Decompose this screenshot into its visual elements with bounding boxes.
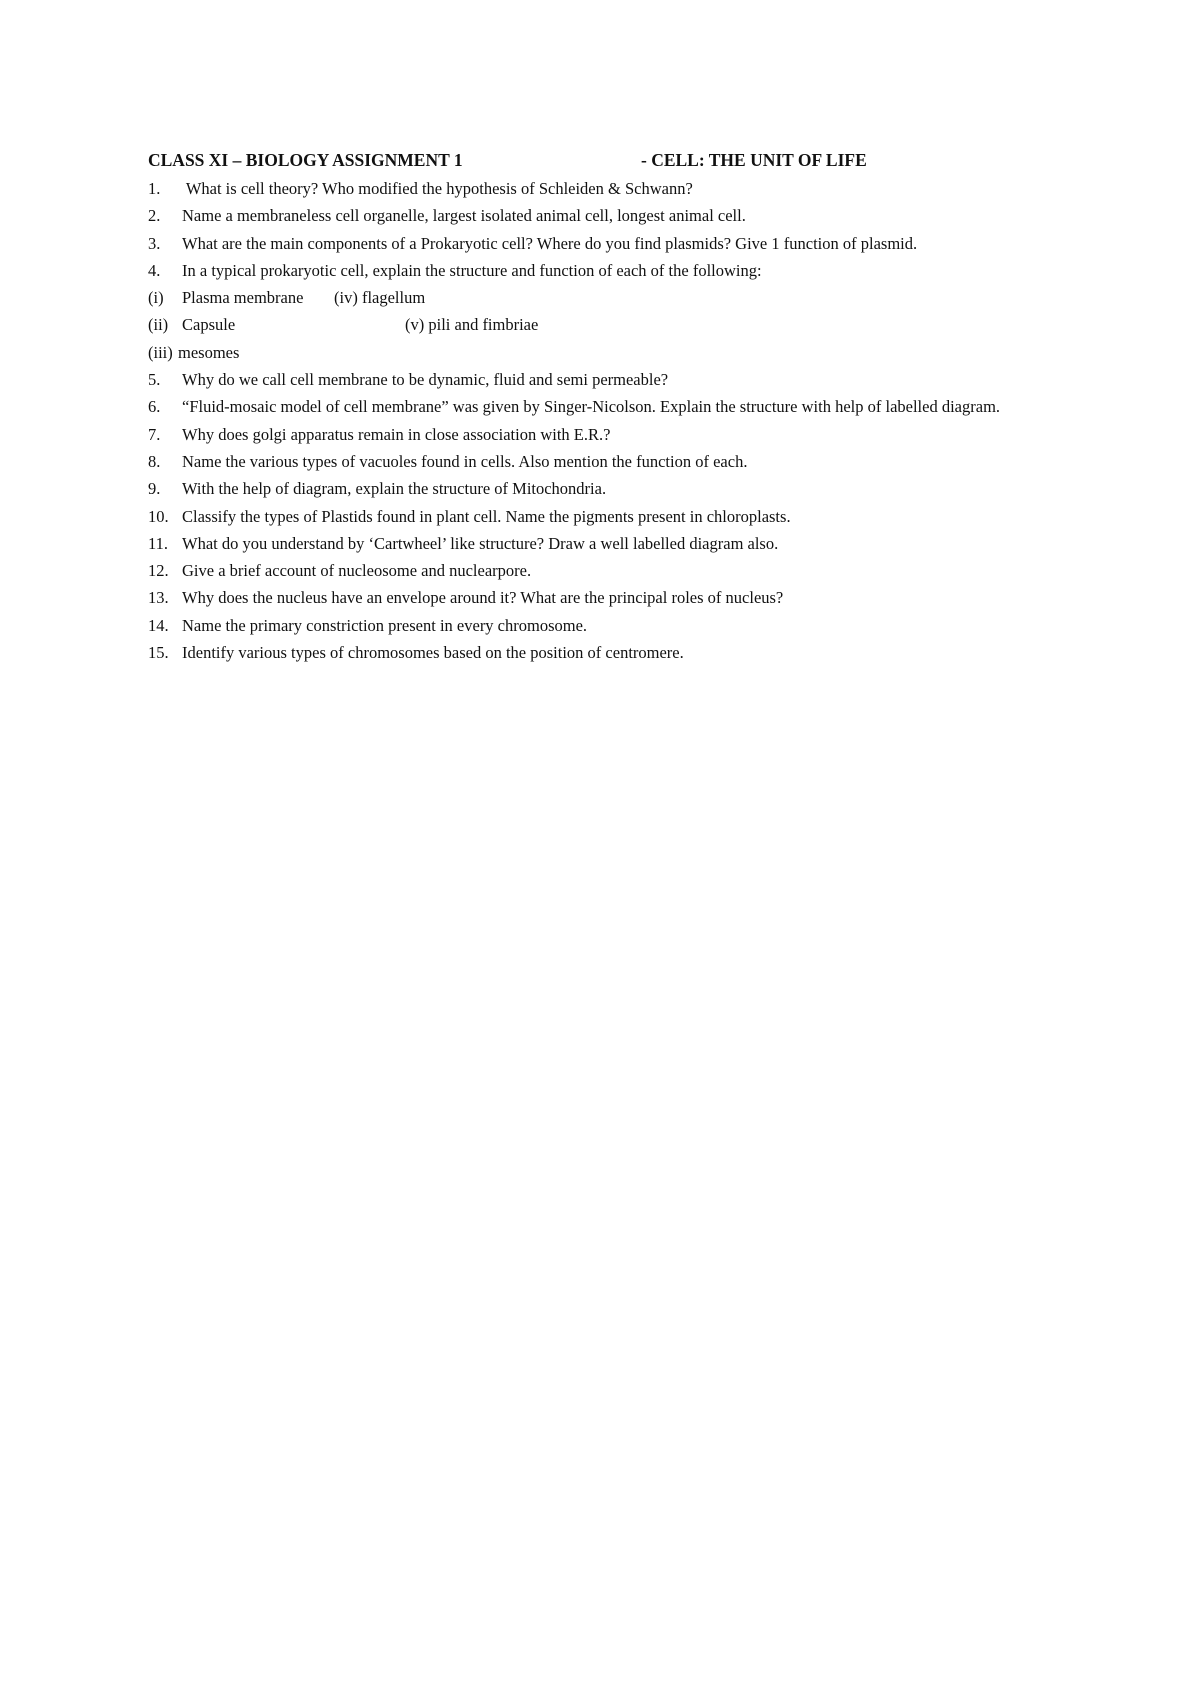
question-number: 5. <box>148 370 161 390</box>
question-item <box>148 559 1068 583</box>
sub-item-row <box>148 286 1068 310</box>
question-text: Give a brief account of nucleosome and nuclearpore. <box>182 561 532 581</box>
question-number: 11. <box>148 533 169 553</box>
question-item <box>148 586 1068 610</box>
question-item <box>148 423 1068 447</box>
sub-item-number: (i) <box>148 288 164 308</box>
question-text: What do you understand by ‘Cartwheel’ like structure? Draw a well labelled diagram also. <box>182 533 779 553</box>
question-item <box>148 177 1068 201</box>
question-text: “Fluid-mosaic model of cell membrane” was given by Singer-Nicolson. Explain the structure with help of labelled diagram. <box>182 397 1001 417</box>
question-item <box>148 259 1068 283</box>
sub-item-text-col2: (iv) flagellum <box>334 288 426 308</box>
question-number: 15. <box>148 643 169 663</box>
sub-item-text: mesomes <box>178 342 240 362</box>
question-item <box>148 641 1068 665</box>
question-number: 2. <box>148 206 161 226</box>
question-list <box>148 177 1068 668</box>
question-text: Classify the types of Plastids found in plant cell. Name the pigments present in chloroplasts. <box>182 506 791 526</box>
sub-item-number: (ii) <box>148 315 169 335</box>
question-number: 6. <box>148 397 161 417</box>
question-number: 8. <box>148 451 161 471</box>
question-item <box>148 395 1068 419</box>
question-item <box>148 477 1068 501</box>
question-text: Name a membraneless cell organelle, largest isolated animal cell, longest animal cell. <box>182 206 746 226</box>
assignment-title: CLASS XI – BIOLOGY ASSIGNMENT 1 <box>148 150 463 170</box>
question-text: Why does the nucleus have an envelope around it? What are the principal roles of nucleus? <box>182 588 784 608</box>
question-number: 4. <box>148 260 161 280</box>
question-number: 10. <box>148 506 169 526</box>
question-number: 7. <box>148 424 161 444</box>
question-text: Why does golgi apparatus remain in close association with E.R.? <box>182 424 611 444</box>
question-item <box>148 614 1068 638</box>
sub-item-text-col2: (v) pili and fimbriae <box>405 315 539 335</box>
question-item <box>148 232 1068 256</box>
question-text: Name the various types of vacuoles found in cells. Also mention the function of each. <box>182 451 748 471</box>
sub-item-row <box>148 313 1068 337</box>
question-text: What is cell theory? Who modified the hypothesis of Schleiden & Schwann? <box>182 179 693 198</box>
question-number: 12. <box>148 561 169 581</box>
question-item <box>148 204 1068 228</box>
question-number: 1. <box>148 179 161 198</box>
assignment-header <box>148 148 928 172</box>
sub-item-text: Capsule <box>182 315 236 335</box>
question-number: 13. <box>148 588 169 608</box>
sub-item-number: (iii) <box>148 342 173 362</box>
question-text: In a typical prokaryotic cell, explain the structure and function of each of the following: <box>182 260 762 280</box>
question-text: What are the main components of a Prokaryotic cell? Where do you find plasmids? Give 1 function of plasmid. <box>182 233 918 253</box>
chapter-title: - CELL: THE UNIT OF LIFE <box>641 150 867 170</box>
sub-item-text: Plasma membrane <box>182 288 304 308</box>
question-item <box>148 368 1068 392</box>
question-text: Name the primary constriction present in every chromosome. <box>182 615 588 635</box>
question-item <box>148 450 1068 474</box>
question-number: 14. <box>148 615 169 635</box>
question-text: With the help of diagram, explain the structure of Mitochondria. <box>182 479 607 499</box>
question-text: Identify various types of chromosomes based on the position of centromere. <box>182 643 684 663</box>
sub-item-row <box>148 341 1068 365</box>
question-text: Why do we call cell membrane to be dynamic, fluid and semi permeable? <box>182 370 669 390</box>
question-item <box>148 505 1068 529</box>
question-number: 9. <box>148 479 161 499</box>
question-item <box>148 532 1068 556</box>
question-number: 3. <box>148 233 161 253</box>
